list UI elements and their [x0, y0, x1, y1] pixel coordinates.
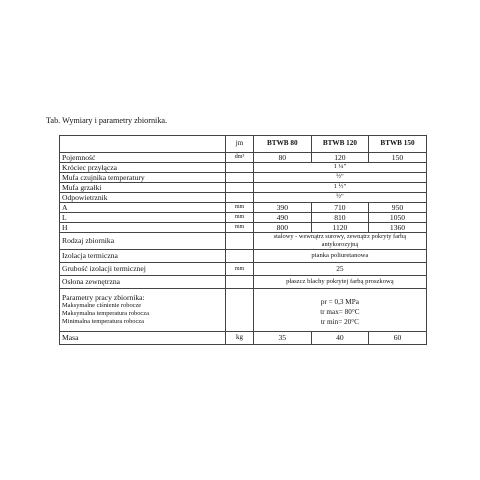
row-label: Odpowietrznik — [60, 193, 226, 203]
table-row — [60, 183, 427, 193]
row-value: 1 ¼" — [254, 163, 427, 173]
row-unit — [226, 163, 254, 173]
row-unit: mm — [226, 203, 254, 213]
row-label: Króciec przyłącza — [60, 163, 226, 173]
row-unit: dm³ — [226, 153, 254, 163]
table-row — [60, 233, 427, 250]
row-value: 710 — [311, 203, 369, 213]
row-value — [254, 233, 427, 250]
row-value: pianka poliuretanowa — [254, 250, 427, 263]
header-model-2: BTWB 120 — [311, 136, 369, 153]
row-unit — [226, 193, 254, 203]
params-label: Maksymalna temperatura robocza — [62, 310, 149, 318]
table-row — [60, 332, 427, 345]
parameters-table — [59, 135, 427, 345]
row-unit: mm — [226, 263, 254, 276]
params-title: Parametry pracy zbiornika: — [62, 292, 145, 302]
table-caption: Tab. Wymiary i parametry zbiornika. — [46, 116, 168, 125]
row-value: 60 — [369, 332, 427, 345]
row-label: Izolacja termiczna — [60, 250, 226, 263]
row-value — [254, 289, 427, 332]
row-value: 800 — [254, 223, 312, 233]
row-value-line: antykorozyjną — [321, 241, 359, 248]
table-row — [60, 213, 427, 223]
header-model-3: BTWB 150 — [369, 136, 427, 153]
row-label: Mufa grzałki — [60, 183, 226, 193]
params-value: pr = 0,3 MPa — [320, 298, 359, 307]
row-unit: mm — [226, 213, 254, 223]
table-row — [60, 203, 427, 213]
header-model-1: BTWB 80 — [254, 136, 312, 153]
params-value: tr min= 20°C — [320, 317, 359, 326]
row-label — [60, 289, 226, 332]
row-value: 390 — [254, 203, 312, 213]
row-unit — [226, 250, 254, 263]
row-label: L — [60, 213, 226, 223]
row-value: 80 — [254, 153, 312, 163]
table-row — [60, 163, 427, 173]
row-label: Grubość izolacji termicznej — [60, 263, 226, 276]
row-value: ½" — [254, 193, 427, 203]
row-value: 1050 — [369, 213, 427, 223]
table-row — [60, 153, 427, 163]
row-value: 1360 — [369, 223, 427, 233]
row-label: Masa — [60, 332, 226, 345]
table-row — [60, 223, 427, 233]
header-name-cell — [60, 136, 226, 153]
row-label: H — [60, 223, 226, 233]
table-header-row — [60, 136, 427, 153]
row-label: A — [60, 203, 226, 213]
row-unit: kg — [226, 332, 254, 345]
table-row — [60, 276, 427, 289]
row-value: ½" — [254, 173, 427, 183]
row-value: 810 — [311, 213, 369, 223]
row-unit — [226, 173, 254, 183]
params-value: tr max= 80°C — [320, 308, 360, 317]
row-unit — [226, 183, 254, 193]
row-value: 150 — [369, 153, 427, 163]
row-label: Pojemność — [60, 153, 226, 163]
row-unit — [226, 233, 254, 250]
row-label: Osłona zewnętrzna — [60, 276, 226, 289]
row-label: Mufa czujnika temperatury — [60, 173, 226, 183]
row-value: 1120 — [311, 223, 369, 233]
row-value: płaszcz blachy pokrytej farbą proszkową — [254, 276, 427, 289]
row-value: 490 — [254, 213, 312, 223]
row-value: 25 — [254, 263, 427, 276]
row-unit — [226, 276, 254, 289]
table-row — [60, 289, 427, 332]
table-row — [60, 193, 427, 203]
row-value: 1 ½" — [254, 183, 427, 193]
row-value-line: stalowy - wewnątrz surowy, zewnątrz pokryty farbą — [273, 233, 407, 240]
header-unit: jm — [226, 136, 254, 153]
table-row — [60, 250, 427, 263]
row-value: 950 — [369, 203, 427, 213]
params-label: Maksymalne ciśnienie robocze — [62, 302, 142, 310]
row-value: 40 — [311, 332, 369, 345]
row-unit — [226, 289, 254, 332]
row-value: 35 — [254, 332, 312, 345]
row-label: Rodzaj zbiornika — [60, 233, 226, 250]
params-label: Minimalna temperatura robocza — [62, 318, 144, 326]
row-unit: mm — [226, 223, 254, 233]
table-row — [60, 263, 427, 276]
table-row — [60, 173, 427, 183]
row-value: 120 — [311, 153, 369, 163]
